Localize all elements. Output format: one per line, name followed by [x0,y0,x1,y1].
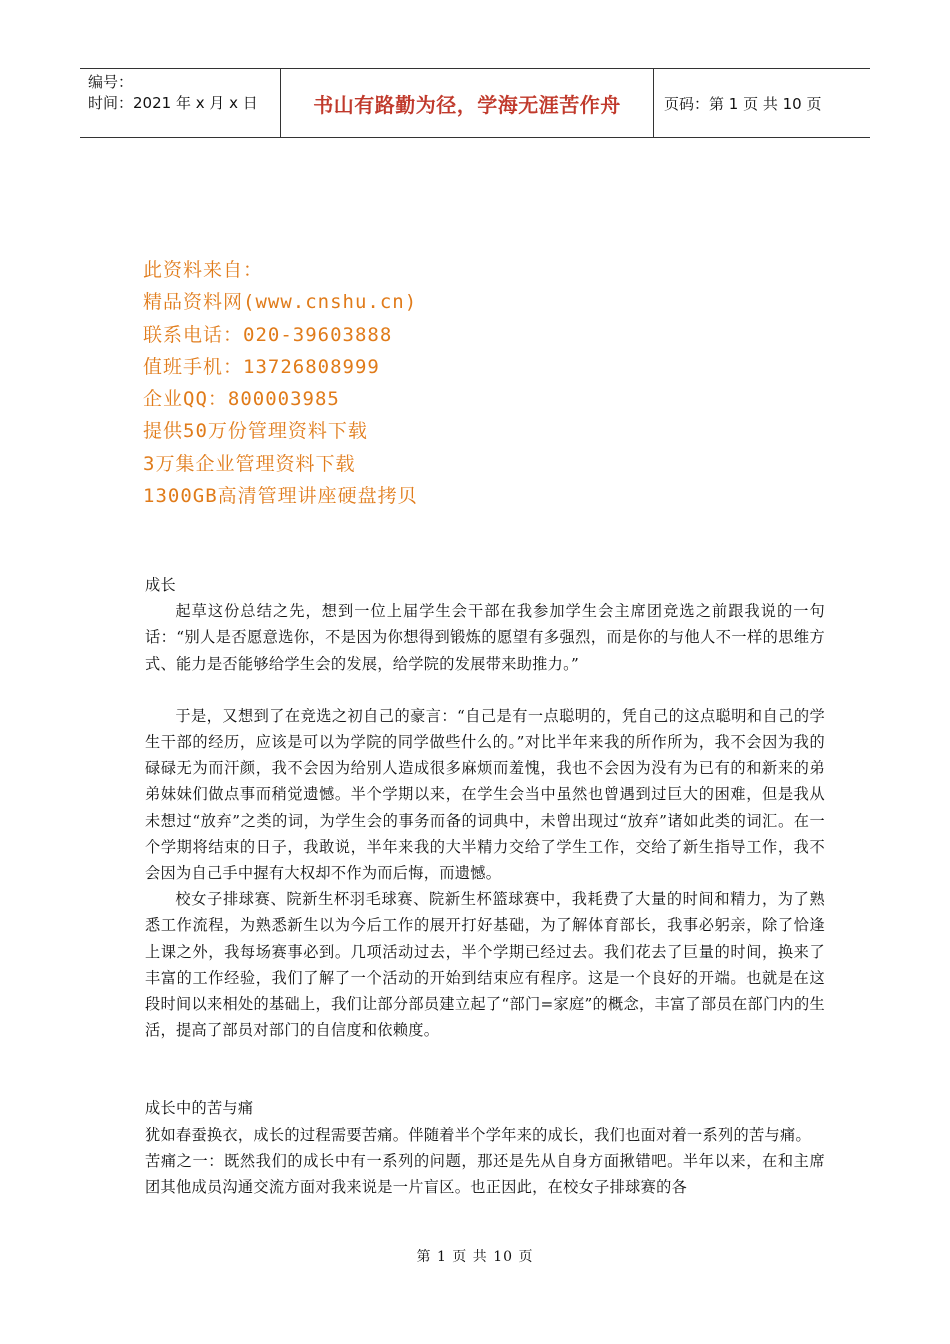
section-subtitle: 成长中的苦与痛 [145,1099,254,1118]
header-page-info: 页码：第 1 页 共 10 页 [664,94,822,113]
ad-line-offer-1: 提供50万份管理资料下载 [143,420,368,443]
ad-line-mobile: 值班手机：13726808999 [143,355,380,378]
ad-line-source: 此资料来自： [143,259,264,281]
document-body [145,572,825,1200]
section-title: 成长 [145,576,176,594]
source-advertisement [143,254,418,512]
ad-line-offer-3: 1300GB高清管理讲座硬盘拷贝 [143,485,418,508]
header-motto: 书山有路勤为径，学海无涯苦作舟 [281,69,654,137]
header-meta [80,69,281,137]
paragraph-2: 于是，又想到了在竞选之初自己的豪言：“自己是有一点聪明的，凭自己的这点聪明和自己的学生干部的经历，应该是可以为学院的同学做些什么的。”对比半年来我的所作所为，我不会因为我的碌碌无为而汗颜，我不会因为给别人造成很多麻烦而羞愧，我也不会因为没有为已有的和新来的弟弟妹妹们做点事而稍觉遗憾。半个学期以来，在学生会当中虽然也曾遇到过巨大的困难，但是我从未想过“放弃”之类的词，为学生会的事务而备的词典中，未曾出现过“放弃”诸如此类的词汇。在一个学期将结束的日子，我敢说，半年来我的大半精力交给了学生工作，交给了新生指导工作，我不会因为自己手中握有大权却不作为而后悔，而遗憾。 [145,706,825,883]
document-date: 时间：2021 年 x 月 x 日 [88,94,258,112]
page-footer: 第 1 页 共 10 页 [416,1249,534,1265]
ad-line-website: 精品资料网(www.cnshu.cn) [143,291,418,314]
ad-line-qq: 企业QQ：800003985 [143,388,340,411]
ad-line-offer-2: 3万集企业管理资料下载 [143,452,356,475]
document-number-label: 编号： [88,73,134,91]
paragraph-1: 起草这份总结之先，想到一位上届学生会干部在我参加学生会主席团竞选之前跟我说的一句话：“别人是否愿意选你，不是因为你想得到锻炼的愿望有多强烈，而是你的与他人不一样的思维方式、能力是否能够给学生会的发展，给学院的发展带来助推力。” [145,602,825,673]
page-header [80,68,870,138]
paragraph-3: 校女子排球赛、院新生杯羽毛球赛、院新生杯篮球赛中，我耗费了大量的时间和精力，为了熟悉工作流程，为熟悉新生以为今后工作的展开打好基础，为了解体育部长，我事必躬亲，除了恰逢上课之外，我每场赛事必到。几项活动过去，半个学期已经过去。我们花去了巨量的时间，换来了丰富的工作经验，我们了解了一个活动的开始到结束应有程序。这是一个良好的开端。也就是在这段时间以来相处的基础上，我们让部分部员建立起了“部门=家庭”的概念，丰富了部员在部门内的生活，提高了部员对部门的自信度和依赖度。 [145,890,825,1040]
paragraph-5: 苦痛之一：既然我们的成长中有一系列的问题，那还是先从自身方面揪错吧。半年以来，在和主席团其他成员沟通交流方面对我来说是一片盲区。也正因此，在校女子排球赛的各 [145,1151,825,1197]
paragraph-4: 犹如春蚕换衣，成长的过程需要苦痛。伴随着半个学年来的成长，我们也面对着一系列的苦与痛。 [145,1125,811,1144]
ad-line-phone: 联系电话：020-39603888 [143,323,393,346]
